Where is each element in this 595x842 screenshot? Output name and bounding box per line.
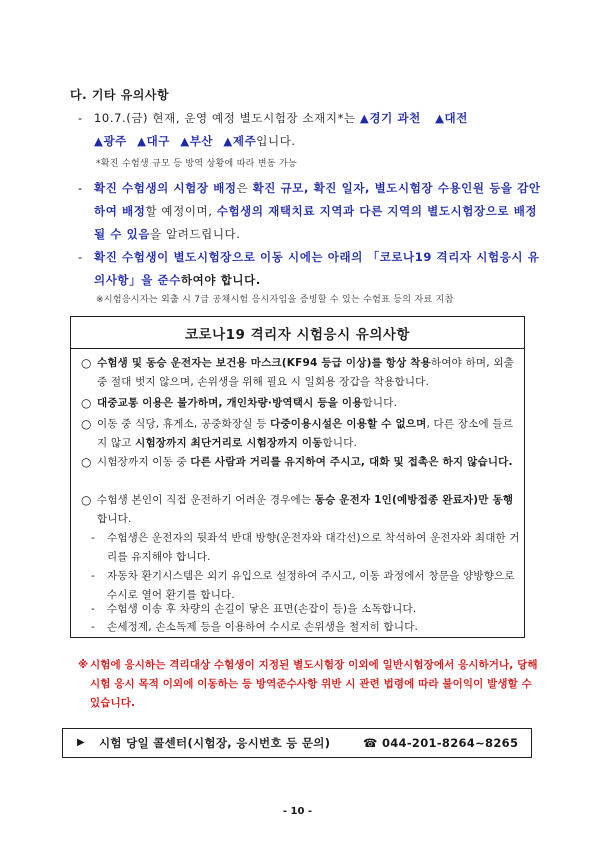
movement-bold: 확진 수험생이 별도시험장으로 이동 시에는 아래의 「코로나19 격리자 시험응시 유의사항」을 준수 [94,250,540,287]
penalty-warning [78,656,543,713]
call-center-box [62,728,532,758]
bullet-text: 합니다. [362,397,398,409]
sub-text: 손세정제, 손소독제 등을 이용하여 수시로 손위생을 철저히 합니다. [107,621,419,633]
sub-dash: - [91,570,95,582]
sub-dash: - [91,621,95,633]
locations-footnote: *확진 수험생 규모 등 방역 상황에 따라 변동 가능 [96,159,297,169]
circle-bullet-icon: ○ [81,417,92,431]
sub-dash: - [91,532,95,544]
circle-bullet-icon: ○ [81,493,92,507]
notice-item-movement [78,246,548,292]
location-busan: ▲부산 [180,134,214,148]
guideline-bullet-driver [81,491,521,529]
bullet-bold: 수험생 및 동승 운전자는 보건용 마스크(KF94 등급 이상)를 항상 착용 [97,357,431,369]
bullet-text: 합니다. [322,437,358,449]
guideline-sub-hygiene [81,618,521,637]
location-daegu: ▲대구 [137,134,171,148]
bullet-bold: 대중교통 이용은 불가하며, 개인차량·방역택시 등을 이용 [97,397,363,409]
assignment-text-2: 할 예정이며, [145,204,217,218]
bullet-text: 합니다. [97,513,132,525]
title-divider [71,348,524,349]
item-dash: - [78,250,83,264]
guideline-bullet-facilities [81,415,521,453]
circle-bullet-icon: ○ [81,356,92,370]
item-dash: - [78,181,83,195]
circle-bullet-icon: ○ [81,396,92,410]
guideline-sub-disinfect [81,600,521,619]
phone-icon: ☎ [363,736,378,750]
guideline-bullet-distance [81,453,521,472]
locations-tail: 입니다. [256,134,296,148]
circle-bullet-icon: ○ [81,455,92,469]
guideline-box-title: 코로나19 격리자 시험응시 유의사항 [185,327,410,343]
bullet-text: , 다른 장소에 들르지 않고 [97,418,514,449]
reference-mark-icon: ※ [78,659,89,671]
phone-number [363,729,518,757]
guideline-box [70,316,525,638]
bullet-bold: 다른 사람과 거리를 유지하여 주시고, 대화 및 접촉은 하지 않습니다. [190,456,513,468]
guideline-sub-seating [81,529,521,567]
guideline-bullet-mask [81,354,521,392]
assignment-text-1: 은 [236,181,253,195]
guideline-bullet-transport [81,394,521,413]
location-gyeonggi: ▲경기 과천 [359,111,421,125]
location-daejeon: ▲대전 [435,111,468,125]
bullet-text: 수험생 본인이 직접 운전하기 어려운 경우에는 [97,494,315,506]
page-number: - 10 - [282,806,313,817]
assignment-text-3: 을 알려드립니다. [150,227,241,241]
bullet-bold: 시험장까지 최단거리로 시험장까지 이동 [135,437,323,449]
location-gwangju: ▲광주 [94,134,127,148]
assignment-bold-3: 수험생의 재택치료 지역과 다른 지역의 별도시험장으로 배정될 수 있음 [94,204,538,241]
notice-item-locations [78,107,548,153]
warning-text: 시험에 응시하는 격리대상 수험생이 지정된 별도시험장 이외에 일반시험장에서 응시하거나, 당해 시험 응시 목적 이외에 이동하는 등 방역준수사항 위반 시 관련 법령에 따라 불이익이 발생할 수 있습니다. [90,659,538,709]
notice-item-assignment [78,177,548,246]
bullet-text: 이동 중 식당, 휴게소, 공중화장실 등 [97,418,271,430]
call-center-label: 시험 당일 콜센터(시험장, 응시번호 등 문의) [99,736,331,750]
phone-number-text: 044-201-8264~8265 [381,736,519,750]
bullet-text: 시험장까지 이동 중 [97,456,191,468]
bullet-bold: 다중이용시설은 이용할 수 없으며 [270,418,427,430]
movement-tail: 하여야 합니다. [180,273,261,287]
sub-dash: - [91,603,95,615]
assignment-bold-1: 확진 수험생의 시험장 배정 [94,181,237,195]
sub-text: 자동차 환기시스템은 외기 유입으로 설정하여 주시고, 이동 과정에서 창문을 양방향으로 수시로 열어 환기를 합니다. [107,570,515,601]
arrow-right-icon: ▶ [77,737,85,748]
bullet-bold: 동승 운전자 1인(예방접종 완료자)만 동행 [314,494,514,506]
sub-text: 수험생은 운전자의 뒷좌석 반대 방향(운전자와 대각선)으로 착석하여 운전자와 최대한 거리를 유지해야 합니다. [107,532,520,563]
assignment-bold-2: 확진 규모, 확진 일자, 별도시험장 수용인원 등을 감안하여 배정 [94,181,541,218]
bullet-text: 하여야 하며, 외출 중 절대 벗지 않으며, 손위생을 위해 필요 시 일회용 장갑을 착용합니다. [97,357,515,388]
item-dash: - [78,111,83,125]
movement-footnote: ※시험응시자는 외출 시 7급 공채시험 응시자임을 증빙할 수 있는 수험표 등의 자료 지참 [96,295,454,305]
location-jeju: ▲제주 [223,134,257,148]
locations-intro: 10.7.(금) 현재, 운영 예정 별도시험장 소재지*는 [94,111,360,125]
section-heading: 다. 기타 유의사항 [70,88,170,102]
sub-text: 수험생 이송 후 차량의 손길이 닿은 표면(손잡이 등)을 소독합니다. [107,603,417,615]
